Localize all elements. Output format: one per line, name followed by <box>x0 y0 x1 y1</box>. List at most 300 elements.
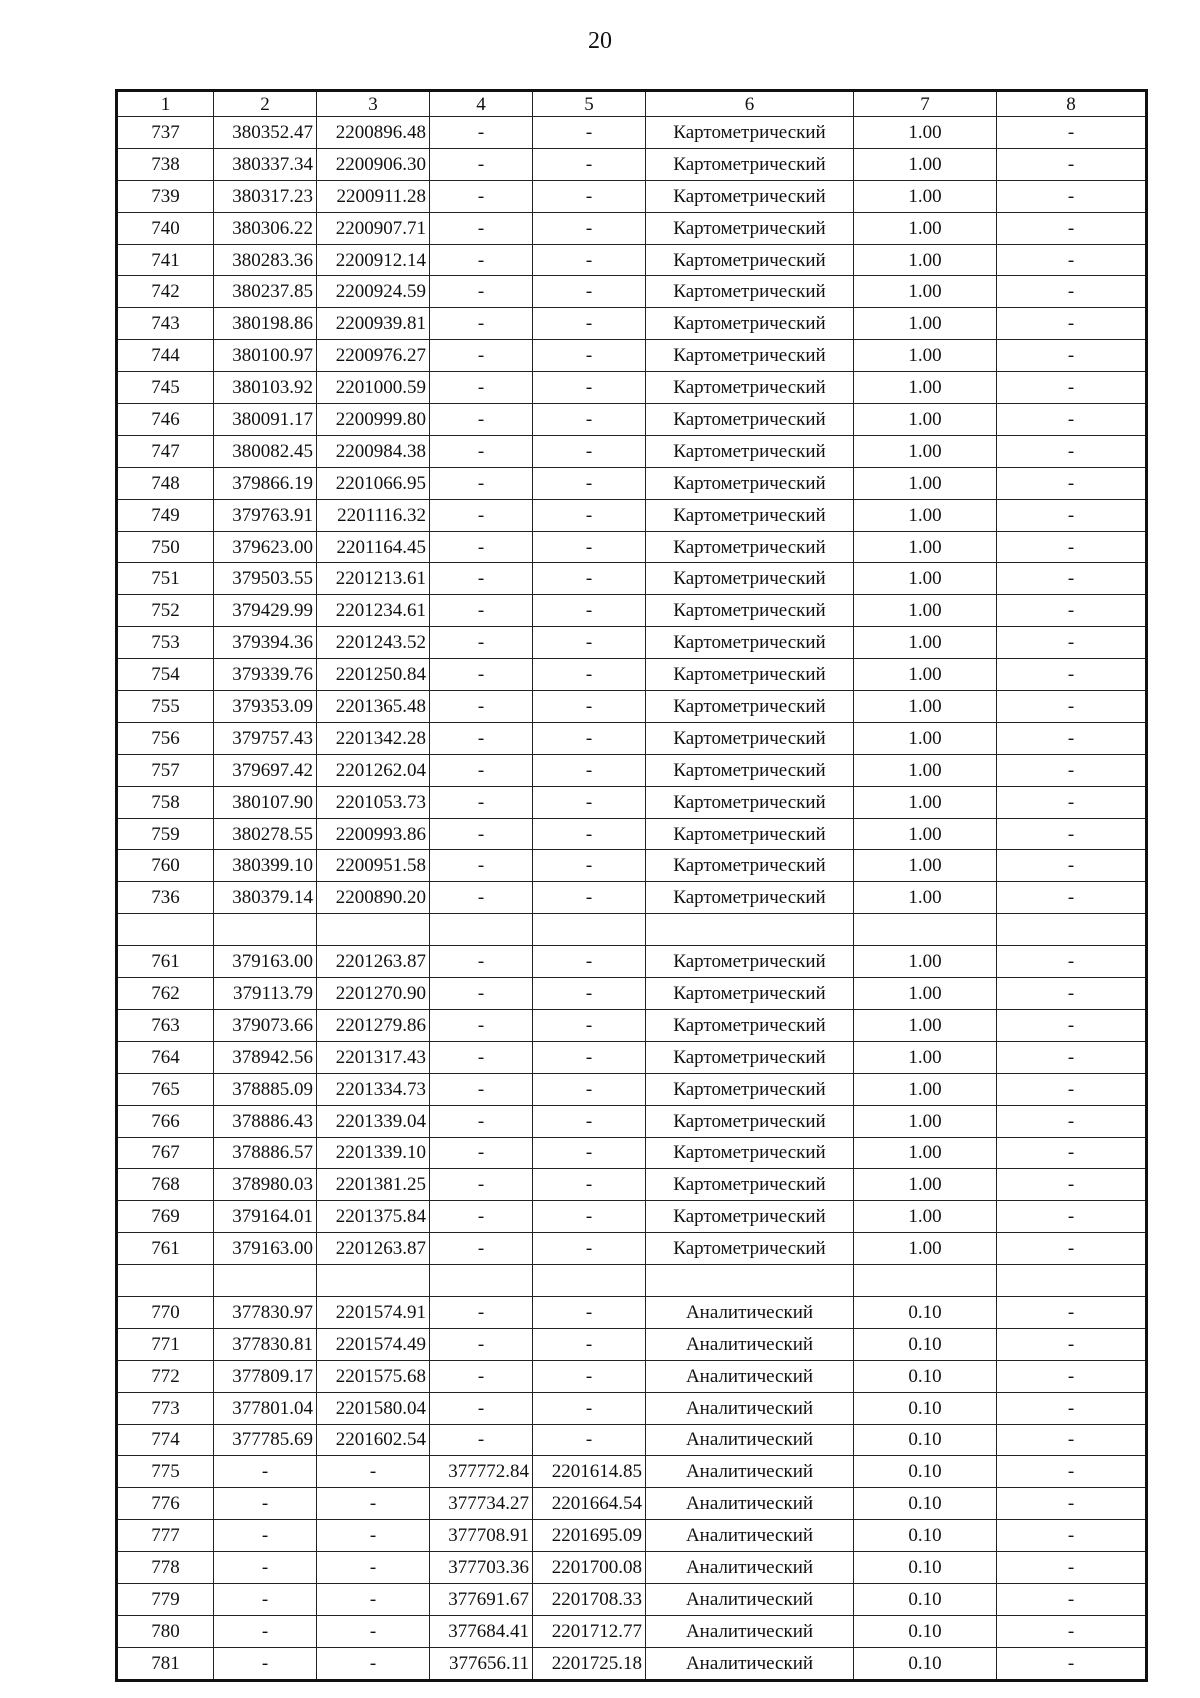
table-cell: Картометрический <box>646 786 854 818</box>
table-cell: 771 <box>117 1328 214 1360</box>
table-cell: - <box>997 1520 1147 1552</box>
table-cell: 2201263.87 <box>317 946 430 978</box>
table-cell: 756 <box>117 722 214 754</box>
table-cell: Картометрический <box>646 818 854 850</box>
table-cell: - <box>533 180 646 212</box>
table-cell: - <box>430 1360 533 1392</box>
table-cell: - <box>997 148 1147 180</box>
table-cell: 762 <box>117 978 214 1010</box>
table-row <box>117 563 1147 595</box>
table-cell: 2201700.08 <box>533 1552 646 1584</box>
table-cell: - <box>430 1073 533 1105</box>
table-cell: 380317.23 <box>214 180 317 212</box>
table-cell: - <box>997 531 1147 563</box>
table-cell: 1.00 <box>854 946 997 978</box>
table-row <box>117 1583 1147 1615</box>
table-cell: - <box>533 404 646 436</box>
table-cell: 380379.14 <box>214 882 317 914</box>
table-cell: 1.00 <box>854 1233 997 1265</box>
table-cell: - <box>430 1392 533 1424</box>
table-cell: 2201234.61 <box>317 595 430 627</box>
table-cell: - <box>997 1615 1147 1647</box>
table-row <box>117 180 1147 212</box>
table-cell: 379394.36 <box>214 627 317 659</box>
table-cell: - <box>533 1392 646 1424</box>
table-cell <box>997 1265 1147 1297</box>
table-cell: - <box>997 627 1147 659</box>
table-cell: 781 <box>117 1647 214 1680</box>
table-cell: 736 <box>117 882 214 914</box>
table-cell: 2201339.04 <box>317 1105 430 1137</box>
table-cell: - <box>430 595 533 627</box>
table-cell: Картометрический <box>646 148 854 180</box>
table-cell: - <box>430 499 533 531</box>
table-cell: Картометрический <box>646 659 854 691</box>
table-row <box>117 1137 1147 1169</box>
table-cell: - <box>430 1201 533 1233</box>
table-cell: - <box>997 1105 1147 1137</box>
table-cell: 0.10 <box>854 1552 997 1584</box>
table-cell: 777 <box>117 1520 214 1552</box>
table-cell: - <box>533 148 646 180</box>
table-cell: 759 <box>117 818 214 850</box>
table-cell <box>214 1265 317 1297</box>
table-row <box>117 372 1147 404</box>
table-cell: - <box>997 1201 1147 1233</box>
table-cell: 1.00 <box>854 372 997 404</box>
table-cell: 742 <box>117 276 214 308</box>
table-row <box>117 1105 1147 1137</box>
table-cell: 377703.36 <box>430 1552 533 1584</box>
table-cell: 380306.22 <box>214 212 317 244</box>
table-cell: 2200984.38 <box>317 435 430 467</box>
table-cell: Аналитический <box>646 1392 854 1424</box>
table-cell: 1.00 <box>854 754 997 786</box>
table-row <box>117 1647 1147 1680</box>
table-cell: Картометрический <box>646 404 854 436</box>
table-cell: - <box>533 1233 646 1265</box>
table-cell: - <box>533 850 646 882</box>
table-cell: 748 <box>117 467 214 499</box>
table-cell: - <box>533 117 646 149</box>
table-cell: - <box>997 1041 1147 1073</box>
table-cell: 747 <box>117 435 214 467</box>
table-cell: 0.10 <box>854 1392 997 1424</box>
table-cell: 1.00 <box>854 148 997 180</box>
table-row <box>117 691 1147 723</box>
table-cell: - <box>533 308 646 340</box>
table-cell: 2200896.48 <box>317 117 430 149</box>
column-header: 3 <box>317 91 430 117</box>
table-cell: - <box>430 882 533 914</box>
table-cell: - <box>997 276 1147 308</box>
table-cell: - <box>997 499 1147 531</box>
table-cell: - <box>430 1137 533 1169</box>
table-cell: - <box>430 946 533 978</box>
table-cell: 761 <box>117 1233 214 1265</box>
table-cell: - <box>997 244 1147 276</box>
table-row <box>117 1456 1147 1488</box>
table-cell: - <box>997 1392 1147 1424</box>
table-cell: Аналитический <box>646 1552 854 1584</box>
table-cell: - <box>430 1009 533 1041</box>
table-cell: - <box>997 595 1147 627</box>
table-cell: 764 <box>117 1041 214 1073</box>
table-cell: 379353.09 <box>214 691 317 723</box>
table-cell: 379623.00 <box>214 531 317 563</box>
table-cell: - <box>533 691 646 723</box>
table-row <box>117 1328 1147 1360</box>
table-cell: - <box>430 467 533 499</box>
table-cell: 0.10 <box>854 1328 997 1360</box>
table-cell: 2201116.32 <box>317 499 430 531</box>
table-cell: 2201279.86 <box>317 1009 430 1041</box>
table-cell: - <box>997 818 1147 850</box>
table-cell: 766 <box>117 1105 214 1137</box>
table-cell: - <box>997 212 1147 244</box>
table-cell: 377830.97 <box>214 1296 317 1328</box>
table-cell: 2201664.54 <box>533 1488 646 1520</box>
table-cell: 774 <box>117 1424 214 1456</box>
table-cell: 757 <box>117 754 214 786</box>
table-cell: Аналитический <box>646 1583 854 1615</box>
table-cell: - <box>214 1583 317 1615</box>
table-cell: 741 <box>117 244 214 276</box>
column-header: 8 <box>997 91 1147 117</box>
table-cell: - <box>997 691 1147 723</box>
table-cell: 380337.34 <box>214 148 317 180</box>
table-cell: 2200924.59 <box>317 276 430 308</box>
table-row <box>117 1073 1147 1105</box>
table-row <box>117 531 1147 563</box>
table-cell: Картометрический <box>646 340 854 372</box>
table-cell: - <box>430 786 533 818</box>
table-cell: 2201725.18 <box>533 1647 646 1680</box>
table-cell: - <box>317 1456 430 1488</box>
table-cell: - <box>430 1169 533 1201</box>
table-row <box>117 1041 1147 1073</box>
table-cell: 1.00 <box>854 276 997 308</box>
table-cell: - <box>317 1583 430 1615</box>
table-cell: - <box>533 372 646 404</box>
table-cell: 763 <box>117 1009 214 1041</box>
table-cell: Картометрический <box>646 1009 854 1041</box>
table-cell: 1.00 <box>854 1073 997 1105</box>
table-cell: - <box>997 978 1147 1010</box>
table-cell: 2201575.68 <box>317 1360 430 1392</box>
table-cell: - <box>430 563 533 595</box>
table-cell: - <box>430 754 533 786</box>
table-cell: 0.10 <box>854 1583 997 1615</box>
table-cell: 2201375.84 <box>317 1201 430 1233</box>
table-cell: - <box>430 850 533 882</box>
table-cell: 2201334.73 <box>317 1073 430 1105</box>
table-cell: - <box>533 1073 646 1105</box>
table-cell: 751 <box>117 563 214 595</box>
table-cell: 2200993.86 <box>317 818 430 850</box>
table-cell <box>214 914 317 946</box>
table-cell: 380399.10 <box>214 850 317 882</box>
table-cell: Картометрический <box>646 1041 854 1073</box>
table-row <box>117 404 1147 436</box>
table-cell: Аналитический <box>646 1360 854 1392</box>
table-row <box>117 1360 1147 1392</box>
table-cell: Картометрический <box>646 531 854 563</box>
table-cell: - <box>997 372 1147 404</box>
table-cell: 1.00 <box>854 659 997 691</box>
table-cell: - <box>997 946 1147 978</box>
table-cell: 778 <box>117 1552 214 1584</box>
table-cell: - <box>997 1073 1147 1105</box>
table-cell: - <box>997 1456 1147 1488</box>
table-cell: 378886.57 <box>214 1137 317 1169</box>
page-number: 20 <box>588 28 612 54</box>
table-cell: 379757.43 <box>214 722 317 754</box>
table-cell: 378885.09 <box>214 1073 317 1105</box>
table-cell: - <box>533 946 646 978</box>
table-cell <box>646 914 854 946</box>
table-cell: 746 <box>117 404 214 436</box>
table-cell: - <box>533 627 646 659</box>
table-cell: 750 <box>117 531 214 563</box>
table-cell: Картометрический <box>646 1105 854 1137</box>
table-cell: - <box>317 1647 430 1680</box>
table-cell: 1.00 <box>854 627 997 659</box>
table-cell: 2201317.43 <box>317 1041 430 1073</box>
table-cell: - <box>430 1328 533 1360</box>
table-cell: 380082.45 <box>214 435 317 467</box>
table-cell: - <box>997 786 1147 818</box>
table-row <box>117 340 1147 372</box>
table-cell: - <box>214 1615 317 1647</box>
table-cell: 768 <box>117 1169 214 1201</box>
table-cell: 2201580.04 <box>317 1392 430 1424</box>
table-cell: 2200912.14 <box>317 244 430 276</box>
table-cell: 2200911.28 <box>317 180 430 212</box>
table-cell: 749 <box>117 499 214 531</box>
table-cell: - <box>430 818 533 850</box>
table-row <box>117 978 1147 1010</box>
table-cell <box>430 1265 533 1297</box>
table-cell: - <box>997 404 1147 436</box>
table-cell: 379113.79 <box>214 978 317 1010</box>
table-cell: 1.00 <box>854 691 997 723</box>
table-cell: - <box>533 499 646 531</box>
table-cell: 1.00 <box>854 1041 997 1073</box>
table-cell: 379503.55 <box>214 563 317 595</box>
table-cell: Аналитический <box>646 1424 854 1456</box>
table-cell: 379163.00 <box>214 946 317 978</box>
table-row <box>117 722 1147 754</box>
table-cell: 379163.00 <box>214 1233 317 1265</box>
table-cell: Картометрический <box>646 435 854 467</box>
table-cell: Картометрический <box>646 372 854 404</box>
table-cell: 740 <box>117 212 214 244</box>
table-cell: 2201602.54 <box>317 1424 430 1456</box>
table-cell: 773 <box>117 1392 214 1424</box>
table-cell: 1.00 <box>854 467 997 499</box>
table-cell: 377830.81 <box>214 1328 317 1360</box>
table-cell: - <box>533 531 646 563</box>
column-header: 1 <box>117 91 214 117</box>
table-row <box>117 1296 1147 1328</box>
table-cell: 0.10 <box>854 1647 997 1680</box>
table-cell: 2200951.58 <box>317 850 430 882</box>
table-cell: - <box>430 212 533 244</box>
table-cell: 2201695.09 <box>533 1520 646 1552</box>
table-cell: 2201712.77 <box>533 1615 646 1647</box>
table-cell: - <box>997 1583 1147 1615</box>
table-cell: 380278.55 <box>214 818 317 850</box>
table-row <box>117 467 1147 499</box>
table-cell: 377691.67 <box>430 1583 533 1615</box>
table-cell: 1.00 <box>854 531 997 563</box>
table-row <box>117 1201 1147 1233</box>
table-cell: 2200999.80 <box>317 404 430 436</box>
table-cell: 761 <box>117 946 214 978</box>
table-cell: 2201250.84 <box>317 659 430 691</box>
table-cell: - <box>430 531 533 563</box>
table-cell: 1.00 <box>854 1105 997 1137</box>
table-row <box>117 1233 1147 1265</box>
table-cell: Аналитический <box>646 1296 854 1328</box>
table-cell: Картометрический <box>646 850 854 882</box>
table-cell: - <box>533 563 646 595</box>
table-row <box>117 882 1147 914</box>
table-row <box>117 117 1147 149</box>
table-cell: 775 <box>117 1456 214 1488</box>
table-row <box>117 1520 1147 1552</box>
table-cell: 737 <box>117 117 214 149</box>
table-cell: 1.00 <box>854 563 997 595</box>
table-cell: - <box>533 1137 646 1169</box>
table-cell: 1.00 <box>854 117 997 149</box>
column-header: 2 <box>214 91 317 117</box>
table-cell: - <box>430 435 533 467</box>
table-cell: - <box>533 978 646 1010</box>
table-cell: 760 <box>117 850 214 882</box>
table-cell: Картометрический <box>646 212 854 244</box>
table-cell: - <box>430 308 533 340</box>
table-cell: - <box>997 180 1147 212</box>
table-cell: 2200907.71 <box>317 212 430 244</box>
table-row <box>117 786 1147 818</box>
table-cell: 2201342.28 <box>317 722 430 754</box>
table-cell: - <box>430 722 533 754</box>
table-cell: 1.00 <box>854 850 997 882</box>
table-cell: Картометрический <box>646 1201 854 1233</box>
table-row <box>117 1488 1147 1520</box>
table-cell: 0.10 <box>854 1360 997 1392</box>
table-body <box>117 117 1147 1681</box>
table-cell: 2201213.61 <box>317 563 430 595</box>
table-cell: Картометрический <box>646 1073 854 1105</box>
column-header: 4 <box>430 91 533 117</box>
table-cell: - <box>430 978 533 1010</box>
table-cell: 2201262.04 <box>317 754 430 786</box>
table-cell: 380352.47 <box>214 117 317 149</box>
table-cell: - <box>430 691 533 723</box>
table-cell: 1.00 <box>854 308 997 340</box>
table-cell: 379164.01 <box>214 1201 317 1233</box>
table-cell: 380237.85 <box>214 276 317 308</box>
table-cell: Картометрический <box>646 595 854 627</box>
table-cell: 2201270.90 <box>317 978 430 1010</box>
table-cell: - <box>533 754 646 786</box>
table-cell: 2201000.59 <box>317 372 430 404</box>
table-cell: 2201066.95 <box>317 467 430 499</box>
table-cell: 1.00 <box>854 340 997 372</box>
table-row <box>117 244 1147 276</box>
table-row <box>117 276 1147 308</box>
table-cell: 2201708.33 <box>533 1583 646 1615</box>
table-cell <box>117 1265 214 1297</box>
table-cell: - <box>533 1041 646 1073</box>
table-cell: - <box>430 372 533 404</box>
table-cell: - <box>533 786 646 818</box>
table-cell: 378942.56 <box>214 1041 317 1073</box>
table-cell: - <box>533 340 646 372</box>
table-row <box>117 1552 1147 1584</box>
table-cell: 770 <box>117 1296 214 1328</box>
table-cell: 0.10 <box>854 1520 997 1552</box>
table-cell: 0.10 <box>854 1296 997 1328</box>
table-cell: Картометрический <box>646 754 854 786</box>
table-cell: 379073.66 <box>214 1009 317 1041</box>
table-cell: - <box>533 467 646 499</box>
table-cell: - <box>317 1615 430 1647</box>
table-cell: Картометрический <box>646 1169 854 1201</box>
table-row <box>117 212 1147 244</box>
table-cell: 745 <box>117 372 214 404</box>
table-cell: Картометрический <box>646 499 854 531</box>
table-cell <box>997 914 1147 946</box>
table-cell: 379763.91 <box>214 499 317 531</box>
table-cell: 1.00 <box>854 978 997 1010</box>
table-cell: 2201574.91 <box>317 1296 430 1328</box>
table-cell: 0.10 <box>854 1424 997 1456</box>
table-cell: - <box>997 1169 1147 1201</box>
table-cell: Картометрический <box>646 946 854 978</box>
table-cell: Аналитический <box>646 1520 854 1552</box>
table-header-row <box>117 91 1147 117</box>
table-cell: - <box>317 1488 430 1520</box>
table-cell: - <box>997 1424 1147 1456</box>
table-cell: 1.00 <box>854 435 997 467</box>
table-cell <box>430 914 533 946</box>
table-cell: Картометрический <box>646 722 854 754</box>
table-cell: - <box>214 1647 317 1680</box>
table-cell: - <box>997 340 1147 372</box>
table-cell: - <box>430 276 533 308</box>
table-cell: - <box>997 1137 1147 1169</box>
table-cell: - <box>997 882 1147 914</box>
table-cell: - <box>430 1296 533 1328</box>
table-cell: 1.00 <box>854 722 997 754</box>
table-cell: 1.00 <box>854 1201 997 1233</box>
table-row <box>117 435 1147 467</box>
table-cell: 1.00 <box>854 1009 997 1041</box>
table-cell: 753 <box>117 627 214 659</box>
table-cell: 1.00 <box>854 180 997 212</box>
table-cell: - <box>430 627 533 659</box>
table-cell: 378980.03 <box>214 1169 317 1201</box>
table-cell: 1.00 <box>854 1169 997 1201</box>
column-header: 6 <box>646 91 854 117</box>
table-cell: - <box>430 1424 533 1456</box>
table-cell: - <box>997 722 1147 754</box>
table-cell: 2200939.81 <box>317 308 430 340</box>
